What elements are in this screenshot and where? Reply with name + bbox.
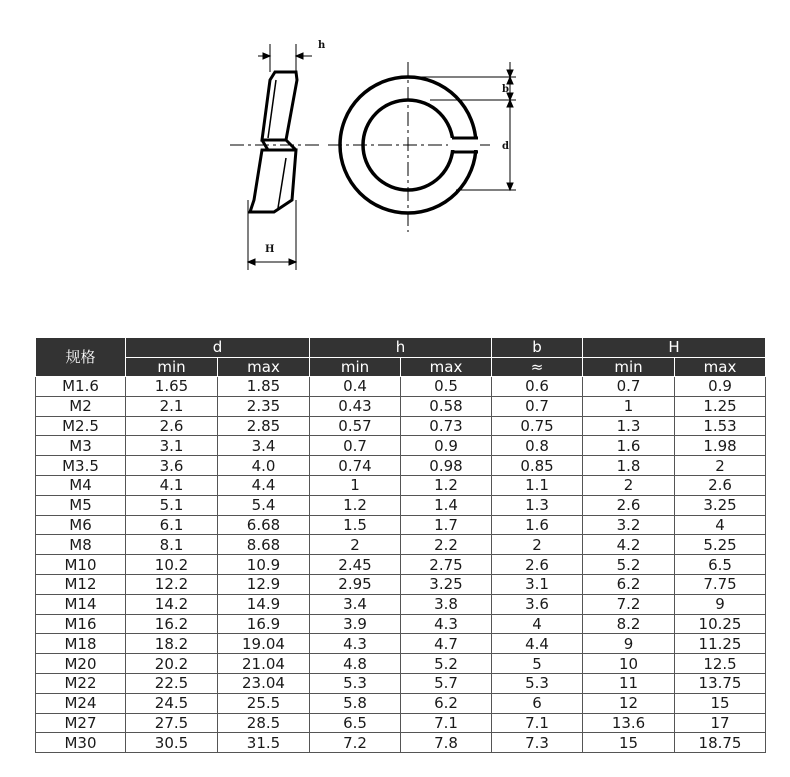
- cell-H-min: 8.2: [583, 614, 675, 634]
- cell-b-approx: 5: [492, 654, 583, 674]
- table-row: [36, 377, 766, 397]
- cell-d-min: 8.1: [126, 535, 218, 555]
- cell-d-min: 6.1: [126, 515, 218, 535]
- cell-H-min: 2.6: [583, 495, 675, 515]
- cell-spec: M16: [36, 614, 126, 634]
- cell-d-max: 2.35: [218, 396, 310, 416]
- cell-d-min: 16.2: [126, 614, 218, 634]
- b-d-dimension: [408, 62, 516, 190]
- cell-spec: M14: [36, 594, 126, 614]
- cell-h-max: 3.25: [401, 574, 492, 594]
- cell-b-approx: 4.4: [492, 634, 583, 654]
- table-row: [36, 733, 766, 753]
- cell-h-max: 0.58: [401, 396, 492, 416]
- h-label: h: [318, 40, 326, 51]
- cell-H-min: 7.2: [583, 594, 675, 614]
- sub-header-row: [36, 358, 766, 377]
- cell-H-min: 10: [583, 654, 675, 674]
- cell-d-min: 5.1: [126, 495, 218, 515]
- cell-spec: M12: [36, 574, 126, 594]
- cell-spec: M10: [36, 555, 126, 575]
- cell-h-min: 6.5: [310, 713, 401, 733]
- table-row: [36, 555, 766, 575]
- table-row: [36, 475, 766, 495]
- cell-d-max: 6.68: [218, 515, 310, 535]
- table-row: [36, 574, 766, 594]
- cell-h-max: 5.7: [401, 673, 492, 693]
- cell-d-min: 12.2: [126, 574, 218, 594]
- cell-d-min: 20.2: [126, 654, 218, 674]
- cell-h-max: 1.2: [401, 475, 492, 495]
- cell-h-min: 0.57: [310, 416, 401, 436]
- table-body: [36, 377, 766, 753]
- sub-header-d-max: max: [218, 358, 310, 377]
- table-row: [36, 594, 766, 614]
- cell-h-max: 0.98: [401, 456, 492, 476]
- cell-H-min: 15: [583, 733, 675, 753]
- cell-h-max: 0.5: [401, 377, 492, 397]
- cell-H-min: 13.6: [583, 713, 675, 733]
- cell-b-approx: 1.3: [492, 495, 583, 515]
- table-row: [36, 634, 766, 654]
- cell-b-approx: 4: [492, 614, 583, 634]
- cell-d-min: 10.2: [126, 555, 218, 575]
- cell-spec: M30: [36, 733, 126, 753]
- group-header-row: [36, 338, 766, 358]
- cell-h-min: 2: [310, 535, 401, 555]
- spec-header: 规格: [36, 338, 126, 377]
- cell-h-min: 2.45: [310, 555, 401, 575]
- cell-spec: M20: [36, 654, 126, 674]
- table-row: [36, 654, 766, 674]
- cell-b-approx: 7.3: [492, 733, 583, 753]
- cell-d-min: 3.1: [126, 436, 218, 456]
- cell-h-min: 1.5: [310, 515, 401, 535]
- cell-b-approx: 0.7: [492, 396, 583, 416]
- group-header-H: H: [583, 338, 766, 358]
- cell-H-max: 5.25: [675, 535, 766, 555]
- cell-h-min: 1.2: [310, 495, 401, 515]
- cell-h-min: 0.7: [310, 436, 401, 456]
- cell-b-approx: 7.1: [492, 713, 583, 733]
- cell-d-max: 31.5: [218, 733, 310, 753]
- cell-h-max: 1.7: [401, 515, 492, 535]
- group-header-h: h: [310, 338, 492, 358]
- sub-header-h-min: min: [310, 358, 401, 377]
- cell-H-min: 0.7: [583, 377, 675, 397]
- cell-h-max: 6.2: [401, 693, 492, 713]
- cell-b-approx: 0.6: [492, 377, 583, 397]
- cell-d-min: 2.1: [126, 396, 218, 416]
- group-header-d: d: [126, 338, 310, 358]
- cell-d-min: 14.2: [126, 594, 218, 614]
- cell-h-max: 7.8: [401, 733, 492, 753]
- cell-d-min: 27.5: [126, 713, 218, 733]
- cell-H-max: 9: [675, 594, 766, 614]
- cell-H-min: 1: [583, 396, 675, 416]
- cell-H-max: 4: [675, 515, 766, 535]
- cell-spec: M6: [36, 515, 126, 535]
- cell-h-max: 1.4: [401, 495, 492, 515]
- cell-h-max: 4.7: [401, 634, 492, 654]
- cell-H-min: 4.2: [583, 535, 675, 555]
- table-row: [36, 535, 766, 555]
- cell-h-min: 1: [310, 475, 401, 495]
- cell-H-min: 2: [583, 475, 675, 495]
- cell-h-max: 5.2: [401, 654, 492, 674]
- cell-h-min: 2.95: [310, 574, 401, 594]
- cell-H-max: 1.98: [675, 436, 766, 456]
- cell-spec: M24: [36, 693, 126, 713]
- cell-H-max: 18.75: [675, 733, 766, 753]
- cell-h-min: 3.9: [310, 614, 401, 634]
- cell-spec: M2: [36, 396, 126, 416]
- cell-h-min: 5.3: [310, 673, 401, 693]
- cell-d-max: 4.0: [218, 456, 310, 476]
- sub-header-H-min: min: [583, 358, 675, 377]
- cell-h-min: 0.43: [310, 396, 401, 416]
- cell-spec: M1.6: [36, 377, 126, 397]
- cell-b-approx: 3.1: [492, 574, 583, 594]
- cell-b-approx: 0.85: [492, 456, 583, 476]
- cell-spec: M27: [36, 713, 126, 733]
- H-label: H: [265, 244, 275, 255]
- cell-spec: M4: [36, 475, 126, 495]
- cell-d-min: 4.1: [126, 475, 218, 495]
- cell-b-approx: 2.6: [492, 555, 583, 575]
- cell-h-min: 0.4: [310, 377, 401, 397]
- cell-h-min: 4.8: [310, 654, 401, 674]
- cell-H-min: 5.2: [583, 555, 675, 575]
- cell-d-max: 25.5: [218, 693, 310, 713]
- table-row: [36, 495, 766, 515]
- cell-H-min: 1.3: [583, 416, 675, 436]
- spec-table: [35, 337, 766, 753]
- cell-H-max: 3.25: [675, 495, 766, 515]
- table-row: [36, 436, 766, 456]
- cell-H-min: 11: [583, 673, 675, 693]
- cell-H-max: 2: [675, 456, 766, 476]
- cell-d-max: 2.85: [218, 416, 310, 436]
- cell-H-max: 10.25: [675, 614, 766, 634]
- cell-b-approx: 1.6: [492, 515, 583, 535]
- cell-H-min: 1.8: [583, 456, 675, 476]
- cell-d-max: 12.9: [218, 574, 310, 594]
- d-label: d: [502, 141, 509, 152]
- sub-header-h-max: max: [401, 358, 492, 377]
- cell-H-max: 7.75: [675, 574, 766, 594]
- table-row: [36, 673, 766, 693]
- table-row: [36, 693, 766, 713]
- split-gap: [448, 138, 480, 152]
- cell-d-max: 10.9: [218, 555, 310, 575]
- cell-d-max: 3.4: [218, 436, 310, 456]
- cell-spec: M3: [36, 436, 126, 456]
- cell-h-min: 0.74: [310, 456, 401, 476]
- cell-b-approx: 0.75: [492, 416, 583, 436]
- table-row: [36, 515, 766, 535]
- cell-h-max: 0.73: [401, 416, 492, 436]
- cell-H-max: 1.53: [675, 416, 766, 436]
- cell-spec: M18: [36, 634, 126, 654]
- sub-header-H-max: max: [675, 358, 766, 377]
- cell-d-min: 3.6: [126, 456, 218, 476]
- cell-d-max: 4.4: [218, 475, 310, 495]
- sub-header-b-approx: ≈: [492, 358, 583, 377]
- cell-d-max: 28.5: [218, 713, 310, 733]
- cell-h-max: 3.8: [401, 594, 492, 614]
- cell-spec: M22: [36, 673, 126, 693]
- cell-H-max: 15: [675, 693, 766, 713]
- cell-H-min: 6.2: [583, 574, 675, 594]
- cell-H-max: 11.25: [675, 634, 766, 654]
- cell-d-max: 16.9: [218, 614, 310, 634]
- cell-spec: M3.5: [36, 456, 126, 476]
- cell-H-max: 0.9: [675, 377, 766, 397]
- cell-d-min: 2.6: [126, 416, 218, 436]
- cell-H-min: 9: [583, 634, 675, 654]
- cell-h-max: 7.1: [401, 713, 492, 733]
- cell-H-max: 13.75: [675, 673, 766, 693]
- cell-b-approx: 1.1: [492, 475, 583, 495]
- cell-H-max: 12.5: [675, 654, 766, 674]
- cell-H-max: 6.5: [675, 555, 766, 575]
- side-view: [250, 72, 297, 212]
- cell-H-min: 12: [583, 693, 675, 713]
- cell-h-max: 4.3: [401, 614, 492, 634]
- cell-spec: M5: [36, 495, 126, 515]
- cell-d-max: 21.04: [218, 654, 310, 674]
- cell-H-max: 2.6: [675, 475, 766, 495]
- table-row: [36, 713, 766, 733]
- cell-d-min: 1.65: [126, 377, 218, 397]
- cell-d-min: 18.2: [126, 634, 218, 654]
- cell-h-max: 0.9: [401, 436, 492, 456]
- b-label: b: [502, 84, 509, 95]
- cell-b-approx: 6: [492, 693, 583, 713]
- cell-H-min: 3.2: [583, 515, 675, 535]
- table-row: [36, 614, 766, 634]
- cell-h-min: 7.2: [310, 733, 401, 753]
- cell-d-max: 19.04: [218, 634, 310, 654]
- table-row: [36, 416, 766, 436]
- cell-b-approx: 0.8: [492, 436, 583, 456]
- sub-header-d-min: min: [126, 358, 218, 377]
- h-dimension: [258, 44, 312, 72]
- cell-d-max: 23.04: [218, 673, 310, 693]
- cell-h-max: 2.2: [401, 535, 492, 555]
- cell-b-approx: 2: [492, 535, 583, 555]
- cell-d-min: 22.5: [126, 673, 218, 693]
- cell-d-max: 1.85: [218, 377, 310, 397]
- cell-d-max: 8.68: [218, 535, 310, 555]
- cell-h-max: 2.75: [401, 555, 492, 575]
- cell-b-approx: 3.6: [492, 594, 583, 614]
- table-row: [36, 396, 766, 416]
- cell-h-min: 3.4: [310, 594, 401, 614]
- cell-h-min: 4.3: [310, 634, 401, 654]
- cell-d-min: 30.5: [126, 733, 218, 753]
- cell-spec: M8: [36, 535, 126, 555]
- cell-H-max: 1.25: [675, 396, 766, 416]
- cell-h-min: 5.8: [310, 693, 401, 713]
- cell-b-approx: 5.3: [492, 673, 583, 693]
- cell-d-min: 24.5: [126, 693, 218, 713]
- group-header-b: b: [492, 338, 583, 358]
- cell-H-min: 1.6: [583, 436, 675, 456]
- spring-washer-diagram: [0, 0, 790, 330]
- cell-d-max: 5.4: [218, 495, 310, 515]
- table-row: [36, 456, 766, 476]
- cell-spec: M2.5: [36, 416, 126, 436]
- cell-H-max: 17: [675, 713, 766, 733]
- cell-d-max: 14.9: [218, 594, 310, 614]
